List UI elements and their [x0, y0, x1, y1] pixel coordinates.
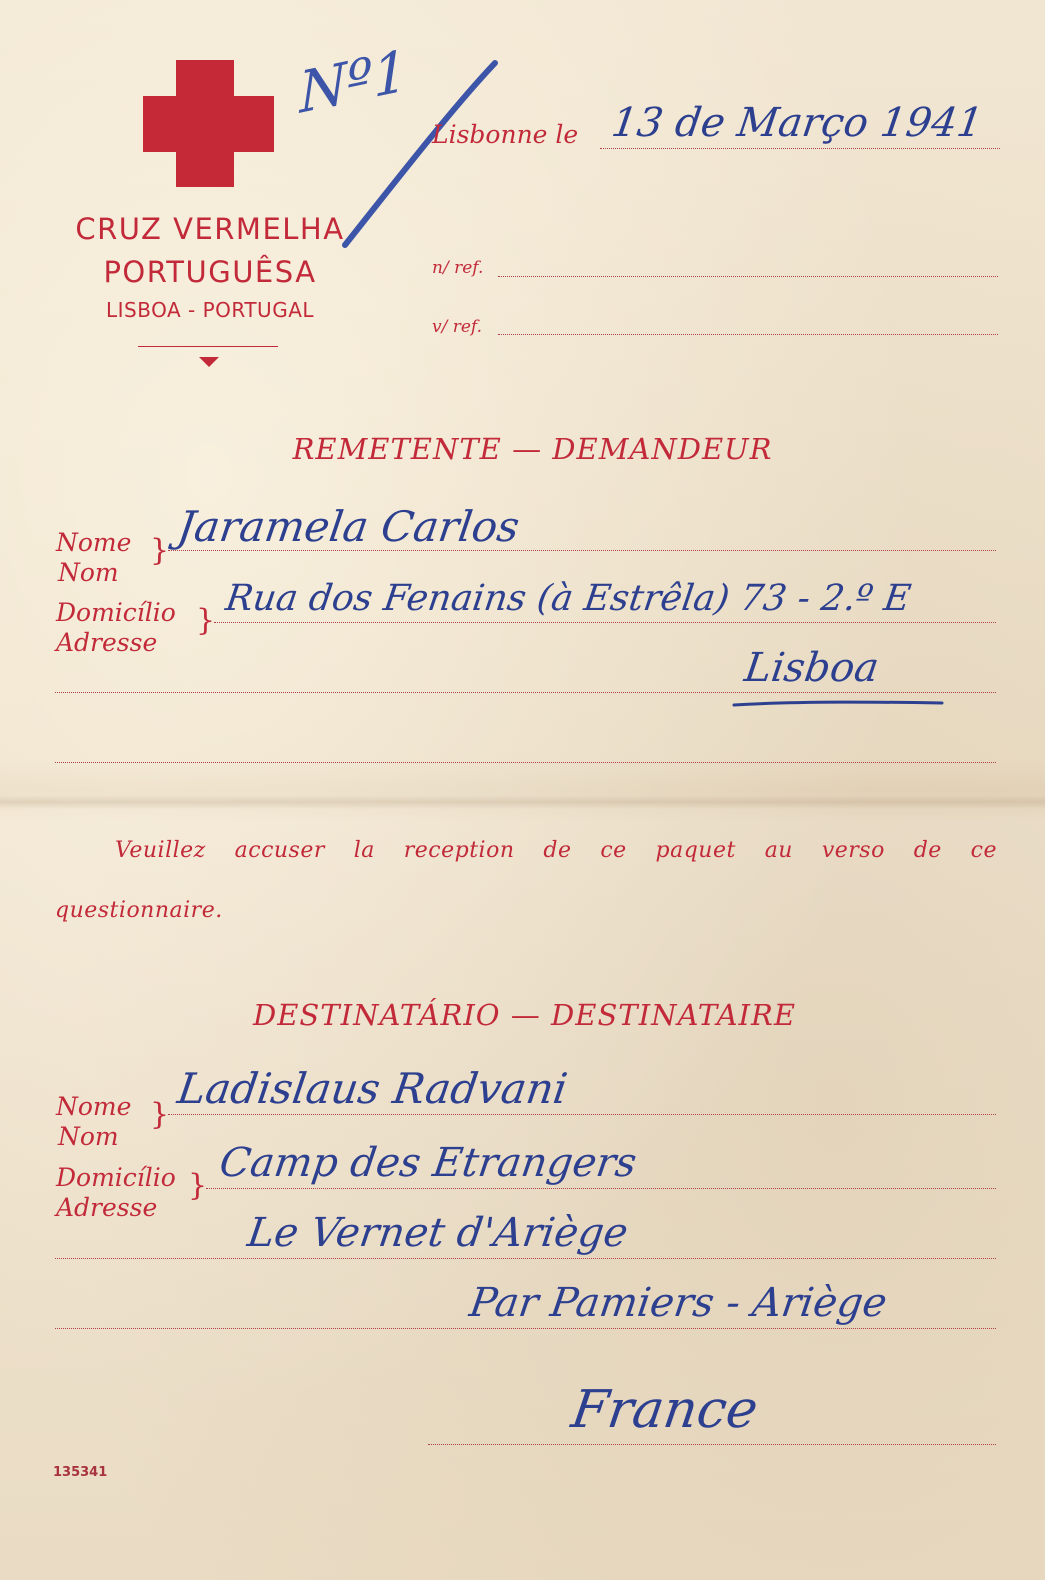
pencil-slash-stroke	[345, 63, 495, 245]
form-serial-number: 135341	[53, 1465, 108, 1480]
receipt-notice-line1: Veuillez accuser la reception de ce paquet au verso de ce	[115, 838, 997, 863]
org-name-line2: PORTUGUÊSA	[103, 255, 317, 289]
recipient-section-title: DESTINATÁRIO — DESTINATAIRE	[253, 998, 796, 1032]
sender-name-label-pt: Nome	[56, 528, 132, 557]
recipient-address-brace: }	[188, 1168, 208, 1203]
receipt-notice-line2: questionnaire.	[55, 898, 223, 923]
recipient-name-value: Ladislaus Radvani	[174, 1064, 571, 1113]
recipient-name-line	[168, 1114, 996, 1115]
city-underline-stroke	[734, 702, 942, 705]
sender-address-value2: Lisboa	[741, 645, 882, 691]
date-line	[600, 148, 1000, 149]
your-ref-line	[498, 334, 998, 335]
our-ref-label: n/ ref.	[432, 258, 484, 278]
sender-address-line1	[214, 622, 996, 623]
recipient-address-line4	[428, 1444, 996, 1445]
sender-name-value: Jaramela Carlos	[174, 502, 523, 551]
red-cross-icon-bar	[143, 96, 274, 152]
recipient-address-label-pt: Domicílio	[56, 1163, 176, 1192]
city-underline	[730, 697, 950, 713]
org-location: LISBOA - PORTUGAL	[105, 298, 315, 322]
your-ref-label: v/ ref.	[432, 317, 483, 337]
sender-name-label-fr: Nom	[58, 558, 119, 587]
date-label: Lisbonne le	[432, 120, 579, 149]
recipient-name-brace: }	[150, 1097, 170, 1132]
paper-fold	[0, 795, 1045, 809]
handwritten-annotation: Nº1	[298, 37, 409, 128]
recipient-address-label-fr: Adresse	[56, 1193, 158, 1222]
recipient-name-label-pt: Nome	[56, 1092, 132, 1121]
recipient-address-line3	[55, 1328, 996, 1329]
recipient-address-line1	[206, 1188, 996, 1189]
sender-address-label-fr: Adresse	[56, 628, 158, 657]
pencil-slash-mark	[320, 55, 520, 255]
sender-section-title: REMETENTE — DEMANDEUR	[292, 432, 773, 466]
down-triangle-icon	[199, 357, 219, 367]
our-ref-line	[498, 276, 998, 277]
sender-address-line2	[55, 692, 996, 693]
recipient-name-label-fr: Nom	[58, 1122, 119, 1151]
org-name-line1: CRUZ VERMELHA	[75, 212, 345, 246]
recipient-address-value2: Le Vernet d'Ariège	[244, 1210, 631, 1256]
sender-name-brace: }	[150, 533, 170, 568]
date-value: 13 de Março 1941	[608, 100, 986, 146]
sender-address-label-pt: Domicílio	[56, 598, 176, 627]
sender-address-brace: }	[196, 603, 216, 638]
sender-address-value1: Rua dos Fenains (à Estrêla) 73 - 2.º E	[223, 578, 914, 619]
org-divider	[138, 346, 278, 347]
recipient-address-value4: France	[567, 1380, 762, 1440]
recipient-address-line2	[55, 1258, 996, 1259]
recipient-address-value3: Par Pamiers - Ariège	[466, 1280, 890, 1326]
sender-extra-line	[55, 762, 996, 763]
recipient-address-value1: Camp des Etrangers	[216, 1140, 640, 1186]
